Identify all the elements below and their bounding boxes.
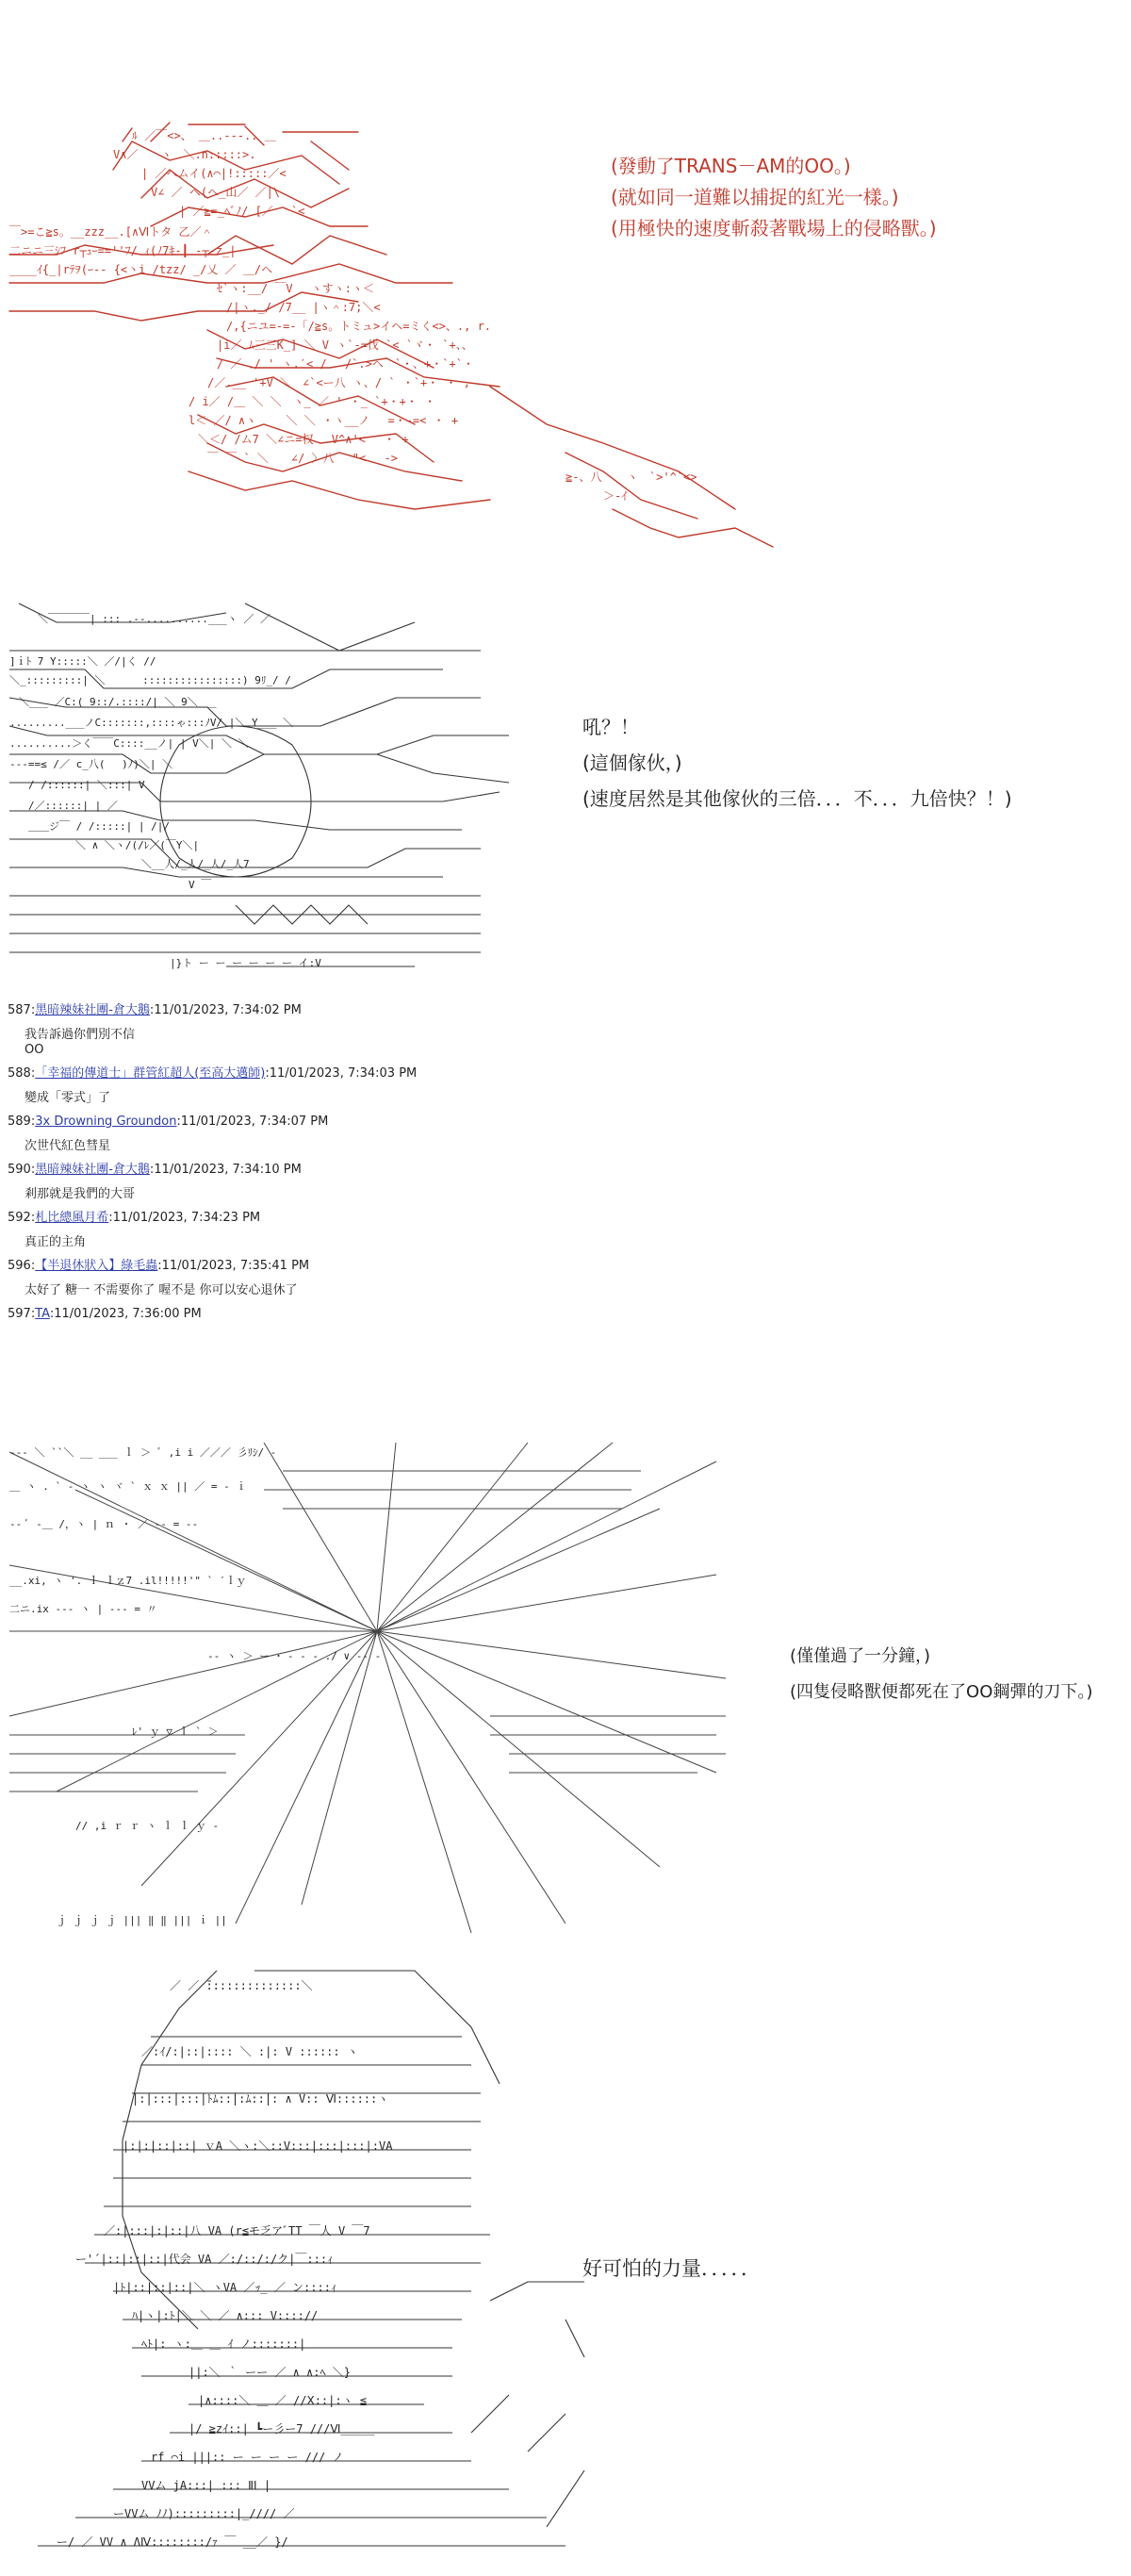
svg-text:ーVVム ﾉﾉ):::::::::|_//// ／: ーVVム ﾉﾉ):::::::::|_//// ／	[113, 2507, 295, 2520]
svg-text:ー'´|::|::|::|代会 VA ／:/::/:/ク|￣: ー'´|::|::|::|代会 VA ／:/::/:/ク|￣:::ｨ	[75, 2253, 334, 2266]
svg-text:l＜ ／/ ∧ヽ ＼ ＼ ・ヽ__ノ =・-=< ・: l＜ ／/ ∧ヽ ＼ ＼ ・ヽ__ノ =・-=< ・ +	[188, 414, 459, 427]
post-item: 592:札比總風月希:11/01/2023, 7:34:23 PM 真正的主角	[8, 1211, 724, 1250]
post-number: 589	[8, 1115, 31, 1129]
poster-name-link[interactable]: 札比總風月希	[35, 1211, 109, 1225]
beast-closeup-art-icon	[0, 594, 528, 981]
post-timestamp: 11/01/2023, 7:35:41 PM	[161, 1259, 310, 1273]
svg-text:|}ト ー ー ー ー ー ー イ:V: |}ト ー ー ー ー ー ー イ:V	[170, 957, 321, 969]
post-item: 588:「幸福的傳道士」群管紅超人(至高大邁師):11/01/2023, 7:34:03 PM 變成「零式」了	[8, 1066, 724, 1106]
post-text: 變成「零式」了	[25, 1091, 111, 1105]
svg-text:/ ／ ､/ ' ヽ.′< / /`.>ヘ `・、+・`+: / ／ ､/ ' ヽ.′< / /`.>ヘ `・、+・`+`・	[217, 357, 474, 371]
svg-text:／:ｲ/:|::|:::: ＼ :|: V :::::: ヽ: ／:ｲ/:|::|:::: ＼ :|: V :::::: ヽ	[141, 2045, 358, 2058]
post-number: 597	[8, 1307, 31, 1321]
svg-text:‐‐ ヽ ＞ ー ･ ‐ - ‐ ./ ∨ ‐‐ ‐: ‐‐ ヽ ＞ ー ･ ‐ - ‐ ./ ∨ ‐‐ ‐	[207, 1650, 382, 1662]
post-timestamp: 11/01/2023, 7:34:23 PM	[112, 1211, 261, 1225]
poster-name-link[interactable]: 黑暗辣妹社團-倉大鵝	[35, 1003, 150, 1017]
narration-line: (四隻侵略獸便都死在了OO鋼彈的刀下。)	[790, 1682, 1093, 1702]
svg-text:￣>=こ≧s。__zzz__.[∧Ⅵトタ 乙／＾: ￣>=こ≧s。__zzz__.[∧Ⅵトタ 乙／＾	[9, 225, 213, 239]
post-number: 590	[8, 1163, 31, 1177]
svg-text:--‐ ＼ ``＼ __ ___ ｌ ＞ ﾞ ,i i ／／: --‐ ＼ ``＼ __ ___ ｌ ＞ ﾞ ,i i ／／／ 彡ﾘｼ/ ‐	[9, 1446, 277, 1459]
narration-line: 好可怕的力量．．．．．	[582, 2257, 761, 2280]
panel-3	[0, 1433, 1131, 1942]
panel-4	[0, 1961, 1131, 2576]
poster-name-link[interactable]: 「幸福的傳道士」群管紅超人(至高大邁師)	[35, 1066, 266, 1081]
narration-line: 吼？！	[582, 716, 639, 738]
svg-text:ﾊ|ヽ|:ﾄ|＼ ＼ ／ ∧::: V:::://: ﾊ|ヽ|:ﾄ|＼ ＼ ／ ∧::: V:::://	[132, 2309, 319, 2322]
post-item: 597:TA:11/01/2023, 7:36:00 PM	[8, 1307, 202, 1321]
narration-panel-3	[790, 1639, 1092, 1710]
ascii-art-character	[0, 1961, 603, 2565]
svg-text:V∧／ ヽ ＼.n:::::>.: V∧／ ヽ ＼.n:::::>.	[113, 148, 256, 161]
svg-text:| ／≧=_ﾍﾞﾉ/ [／ `<: | ／≧=_ﾍﾞﾉ/ [／ `<	[179, 205, 305, 218]
post-item: 589:3x Drowning Groundon:11/01/2023, 7:34:07 PM 次世代紅色彗星	[8, 1115, 724, 1154]
post-number: 588	[8, 1066, 31, 1081]
post-number: 596	[8, 1259, 31, 1273]
poster-name-link[interactable]: 3x Drowning Groundon	[35, 1115, 177, 1129]
narration-panel-1	[611, 151, 937, 244]
poster-name-link[interactable]: 黑暗辣妹社團-倉大鵝	[35, 1163, 150, 1177]
post-text: 太好了 糖一 不需要你了 喔不是 你可以安心退休了	[25, 1283, 298, 1297]
svg-text:ｊ ｊ ｊ ｊ ||| ‖ ‖ ||| ｉ ||: ｊ ｊ ｊ ｊ ||| ‖ ‖ ||| ｉ ||	[57, 1914, 227, 1926]
post-text: OO	[25, 1043, 44, 1057]
svg-text:/／.__ '+V ＼ ∠`<ー八 ヽ、/ ` ・`+・ ・: /／.__ '+V ＼ ∠`<ー八 ヽ、/ ` ・`+・ ・ ,	[207, 376, 470, 389]
svg-text:＼__人/_人/_人/_人7: ＼__人/_人/_人/_人7	[141, 858, 250, 870]
narration-line: (僅僅過了一分鐘，)	[790, 1646, 931, 1666]
svg-text:／ ／ ̄::::::::::::::＼: ／ ／ ̄::::::::::::::＼	[170, 1979, 313, 1992]
svg-text:二ニ.ix ‐‐‐ ヽ | ‐‐‐ = 〃: 二ニ.ix ‐‐‐ ヽ | ‐‐‐ = 〃	[9, 1603, 157, 1615]
svg-text:|:|:::|:::|ﾄﾑ::|:ﾑ::|: ∧ V:: Ⅵ: |:|:::|:::|ﾄﾑ::|:ﾑ::|: ∧ V:: Ⅵ::::::ヽ	[132, 2092, 389, 2105]
post-text: 剎那就是我們的大哥	[25, 1187, 136, 1201]
post-number: 592	[8, 1211, 31, 1225]
svg-text:ﾚ' ｙ ▽ ｌ ` ＞: ﾚ' ｙ ▽ ｌ ` ＞	[132, 1726, 219, 1738]
svg-text:rf ⌒i |||:: ー ー ー ー /// ノ: rf ⌒i |||:: ー ー ー ー /// ノ	[151, 2451, 344, 2464]
post-text: 我告訴過你們別不信	[25, 1028, 136, 1042]
post-number: 587	[8, 1003, 31, 1017]
post-timestamp: 11/01/2023, 7:34:02 PM	[154, 1003, 302, 1017]
post-timestamp: 11/01/2023, 7:36:00 PM	[54, 1307, 202, 1321]
post-text: 次世代紅色彗星	[25, 1139, 111, 1153]
svg-text:＼_:::::::::| ＼ ::::::::::::: ＼_:::::::::| ＼ ::::::::::::::::) 9ﾘ_/ /	[9, 674, 291, 686]
svg-text:￣ ￣ ` ＼ ∠/ 〉八 "< ->: ￣ ￣ ` ＼ ∠/ 〉八 "< ->	[207, 452, 398, 465]
panel-1	[0, 94, 1131, 585]
svg-text:|ﾄ|::|::|::|＼ ヽVA ／ｯ_ ／ ン::::ｨ: |ﾄ|::|::|::|＼ ヽVA ／ｯ_ ／ ン::::ｨ	[113, 2281, 336, 2294]
forum-posts	[8, 1003, 724, 1330]
svg-text:/／::::::| | ／: /／::::::| | ／	[28, 800, 118, 812]
svg-text:＼___ ／C:(_9::/.::::/| ＼ 9＼___: ＼___ ／C:(_9::/.::::/| ＼ 9＼___	[19, 696, 217, 708]
svg-text:/|ヽ._/ /7__ |ヽ＾:7;＼<: /|ヽ._/ /7__ |ヽ＾:7;＼<	[226, 301, 381, 314]
svg-text:／:|:::|:|::|八 VA (r≦モ乏アﾞTT ￣人: ／:|:::|:|::|八 VA (r≦モ乏アﾞTT ￣人 V ￣7	[104, 2224, 370, 2237]
svg-text:＞-ｲ: ＞-ｲ	[603, 489, 628, 503]
svg-text:ー/ ／ VV ∧ ΛⅣ::::::::/ｧ ￣ __／ }: ー/ ／ VV ∧ ΛⅣ::::::::/ｧ ￣ __／ }/	[57, 2535, 288, 2549]
svg-text:＼＜/ /ム7 ＼∠ニ=权 V^∧'< ・ +: ＼＜/ /ム7 ＼∠ニ=权 V^∧'< ・ +	[198, 433, 409, 446]
narration-line: (這個傢伙，)	[582, 751, 682, 774]
narration-line: (發動了TRANS－AM的OO。)	[611, 155, 851, 177]
svg-text:ｾ`ヽ:__/ ￣V ヽすヽ:ヽ＜: ｾ`ヽ:__/ ￣V ヽすヽ:ヽ＜	[217, 282, 375, 295]
character-art-icon	[0, 1961, 603, 2565]
poster-name-link[interactable]: TA	[35, 1307, 50, 1321]
svg-text:/ /::::::| ＼:::| V: / /::::::| ＼:::| V	[28, 779, 145, 791]
narration-panel-4	[582, 2254, 761, 2285]
post-text: 真正的主角	[25, 1235, 87, 1249]
post-item: 596:【半退休狀入】綠毛蟲:11/01/2023, 7:35:41 PM 太好了 糖一 不需要你了 喔不是 你可以安心退休了	[8, 1259, 724, 1298]
svg-text:/,{ニユ=-=-「/≧s。トミュ>イヘ=ミく<>、., r: /,{ニユ=-=-「/≧s。トミュ>イヘ=ミく<>、., r.	[226, 320, 492, 333]
svg-text:＼￣￣￣￣| ::: .--..........___ヽ ／: ＼￣￣￣￣| ::: .--..........___ヽ ／ ／	[38, 613, 270, 625]
panel-2	[0, 594, 1131, 981]
svg-text:ﾍﾄ|: ヽ:＿ ＿ ｲ ノ:::::::|: ﾍﾄ|: ヽ:＿ ＿ ｲ ノ:::::::|	[141, 2337, 306, 2351]
svg-text:‐‐ ﾞ ‐＿ /，ヽ | ｎ ・ ／ ‐‐ = ‐‐: ‐‐ ﾞ ‐＿ /，ヽ | ｎ ・ ／ ‐‐ = ‐‐	[9, 1518, 199, 1530]
svg-text:VVム jA:::| ::: ⅡⅠ |: VVム jA:::| ::: ⅡⅠ |	[141, 2479, 271, 2492]
explosion-art-icon	[0, 1433, 735, 1942]
svg-text:____ｲ{_|rﾃｦ(ｰ-- {<丶i /tzz/ _/乂: ____ｲ{_|rﾃｦ(ｰ-- {<丶i /tzz/ _/乂 ／ ＿/ヘ	[9, 263, 273, 276]
post-timestamp: 11/01/2023, 7:34:10 PM	[154, 1163, 302, 1177]
svg-text:__.xi, ヽ '. ｌ ｌｚ7 .il!!!!!'" `: __.xi, ヽ '. ｌ ｌｚ7 .il!!!!!'" ` ′ｌｙ	[9, 1575, 247, 1587]
svg-text:＿ ヽ . ` ‐ ヽ ヽ ヾ ` ｘ ｘ || ／ = ‐: ＿ ヽ . ` ‐ ヽ ヽ ヾ ` ｘ ｘ || ／ = ‐ ｉ	[9, 1480, 247, 1493]
svg-text:|i／ ﾑ三三K_] ＼ V ヽ`-=伐 `< `ヾ・ `+: |i／ ﾑ三三K_] ＼ V ヽ`-=伐 `< `ヾ・ `+、、	[217, 339, 473, 352]
svg-text:二ニニ三ｼﾌ r┬ｭｰ==''ﾌ/ ｨ(ﾉ7ｷ‐┃ ‐┬‐z: 二ニニ三ｼﾌ r┬ｭｰ==''ﾌ/ ｨ(ﾉ7ｷ‐┃ ‐┬‐z_|	[9, 244, 237, 257]
ascii-art-explosion	[0, 1433, 735, 1942]
svg-text:]ｉﾄ 7 Y:::::＼ ／/|く //: ]ｉﾄ 7 Y:::::＼ ／/|く //	[9, 655, 156, 668]
svg-text:---==≤ /／ c_八( )ﾉ)＼| ＼: ---==≤ /／ c_八( )ﾉ)＼| ＼	[9, 758, 173, 770]
post-item: 590:黑暗辣妹社團-倉大鵝:11/01/2023, 7:34:10 PM 剎那就是我們的大哥	[8, 1163, 724, 1202]
svg-text:..........＞く￣￣C::::__ノ| | V＼|: ..........＞く￣￣C::::__ノ| | V＼| ＼ ＼	[9, 737, 249, 750]
svg-text:|/ ≧zｲ::| ┗ー彡ー7 ///Ⅵ_____: |/ ≧zｲ::| ┗ー彡ー7 ///Ⅵ_____	[188, 2422, 375, 2436]
narration-panel-2	[582, 709, 1012, 817]
narration-line: (速度居然是其他傢伙的三倍．．．不．．．九倍快？！)	[582, 787, 1012, 810]
narration-line: (用極快的速度斬殺著戰場上的侵略獸。)	[611, 217, 937, 239]
svg-text:≧-、八 ヽ `>'^`<>: ≧-、八 ヽ `>'^`<>	[566, 471, 697, 484]
svg-text:// ,i ｒ ｒ ヽ ｌ ｌ ｙ ‐: // ,i ｒ ｒ ヽ ｌ ｌ ｙ ‐	[75, 1820, 220, 1832]
svg-text:| ／ヘムイ(∧⌒|!:::::／<: | ／ヘムイ(∧⌒|!:::::／<	[141, 167, 287, 180]
svg-text:|∧::::＼ ＿ ／ //Ⅹ::|:ヽ ≦: |∧::::＼ ＿ ／ //Ⅹ::|:ヽ ≦	[198, 2394, 368, 2407]
svg-text:|:|:|::|::| ｖA ＼ヽ:＼::V:::|:::|: |:|:|::|::| ｖA ＼ヽ:＼::V:::|:::|:::|:VA	[123, 2139, 393, 2153]
svg-text:＿＿ジ￣ / /:::::| | /|/: ＿＿ジ￣ / /:::::| | /|/	[28, 820, 170, 833]
post-timestamp: 11/01/2023, 7:34:07 PM	[180, 1115, 329, 1129]
poster-name-link[interactable]: 【半退休狀入】綠毛蟲	[35, 1259, 158, 1273]
svg-text:V ￣: V ￣	[188, 879, 212, 891]
post-timestamp: 11/01/2023, 7:34:03 PM	[269, 1066, 418, 1081]
svg-text:＼ ∧ ＼ヽ/(/ﾚ／(￣Y＼|: ＼ ∧ ＼ヽ/(/ﾚ／(￣Y＼|	[75, 839, 200, 851]
svg-text:ﾙ ／￣<>、 ＿..---.. ＿: ﾙ ／￣<>、 ＿..---.. ＿	[132, 129, 276, 142]
ascii-art-beast-closeup	[0, 594, 528, 981]
post-item: 587:黑暗辣妹社團-倉大鵝:11/01/2023, 7:34:02 PM 我告訴過你們別不信 OO	[8, 1003, 724, 1058]
svg-text:/ i／ /＿ ＼ ＼ ヽ_ ／ ' ・_ `+・+・ ・: / i／ /＿ ＼ ＼ ヽ_ ／ ' ・_ `+・+・ ・	[188, 395, 436, 408]
svg-text:V∠ ／ ヘ(ヘ_山／ ／|\: V∠ ／ ヘ(ヘ_山／ ／|\	[151, 186, 281, 199]
narration-line: (就如同一道難以捕捉的紅光一樣。)	[611, 186, 899, 208]
svg-text:.........___ノC:::::::,::::ゃ:::: .........___ノC:::::::,::::ゃ:::ﾉV/ |＼ Y___ ＼	[9, 717, 294, 729]
svg-text:||:＼ ｀ ーー ／ ∧ ∧:ﾍ ＼}: ||:＼ ｀ ーー ／ ∧ ∧:ﾍ ＼}	[188, 2366, 351, 2379]
